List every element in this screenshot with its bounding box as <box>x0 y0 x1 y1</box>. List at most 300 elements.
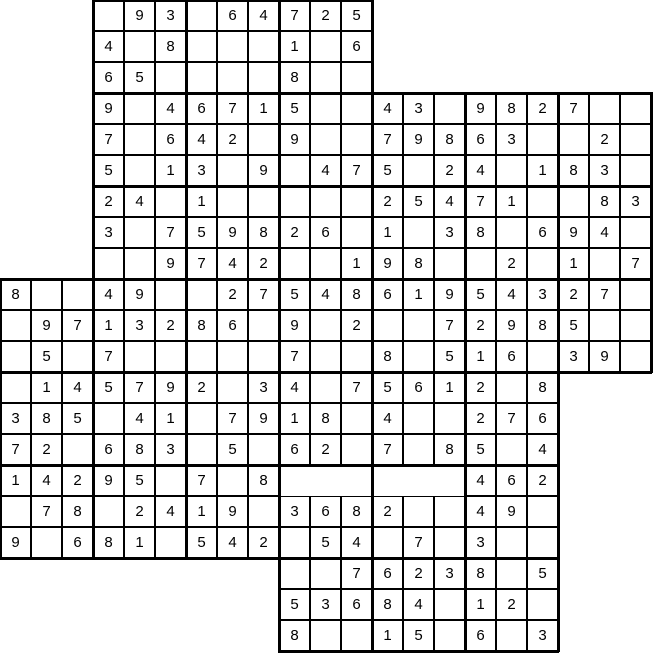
sudoku-cell-r3-c12[interactable]: 4 <box>372 93 403 124</box>
sudoku-cell-r9-c16[interactable]: 4 <box>496 279 527 310</box>
sudoku-cell-r12-c9[interactable]: 4 <box>279 372 310 403</box>
sudoku-cell-r11-c16[interactable]: 6 <box>496 341 527 372</box>
sudoku-cell-r17-c16[interactable] <box>496 527 527 558</box>
sudoku-cell-r5-c8[interactable]: 9 <box>248 155 279 186</box>
sudoku-cell-r12-c14[interactable]: 1 <box>434 372 465 403</box>
sudoku-cell-r8-c19[interactable] <box>589 248 620 279</box>
sudoku-cell-r10-c14[interactable]: 7 <box>434 310 465 341</box>
sudoku-cell-r9-c2[interactable] <box>62 279 93 310</box>
sudoku-cell-r16-c0[interactable] <box>0 496 31 527</box>
sudoku-cell-r3-c14[interactable] <box>434 93 465 124</box>
sudoku-cell-r17-c17[interactable] <box>527 527 558 558</box>
sudoku-cell-r2-c5[interactable] <box>155 62 186 93</box>
sudoku-cell-r13-c9[interactable]: 1 <box>279 403 310 434</box>
sudoku-cell-r0-c10[interactable]: 2 <box>310 0 341 31</box>
sudoku-cell-r3-c6[interactable]: 6 <box>186 93 217 124</box>
sudoku-cell-r5-c15[interactable]: 4 <box>465 155 496 186</box>
sudoku-cell-r13-c1[interactable]: 8 <box>31 403 62 434</box>
sudoku-cell-r4-c6[interactable]: 4 <box>186 124 217 155</box>
sudoku-cell-r8-c14[interactable] <box>434 248 465 279</box>
sudoku-cell-r16-c13[interactable] <box>403 496 434 527</box>
sudoku-cell-r1-c8[interactable] <box>248 31 279 62</box>
sudoku-cell-r4-c8[interactable] <box>248 124 279 155</box>
sudoku-cell-r4-c10[interactable] <box>310 124 341 155</box>
sudoku-cell-r5-c12[interactable]: 5 <box>372 155 403 186</box>
sudoku-cell-r6-c9[interactable] <box>279 186 310 217</box>
sudoku-cell-r1-c6[interactable] <box>186 31 217 62</box>
sudoku-cell-r8-c8[interactable]: 2 <box>248 248 279 279</box>
sudoku-cell-r10-c16[interactable]: 9 <box>496 310 527 341</box>
sudoku-cell-r1-c9[interactable]: 1 <box>279 31 310 62</box>
sudoku-cell-r8-c11[interactable]: 1 <box>341 248 372 279</box>
sudoku-cell-r17-c2[interactable]: 6 <box>62 527 93 558</box>
sudoku-cell-r5-c19[interactable]: 3 <box>589 155 620 186</box>
sudoku-cell-r15-c16[interactable]: 6 <box>496 465 527 496</box>
sudoku-cell-r6-c10[interactable] <box>310 186 341 217</box>
sudoku-cell-r3-c15[interactable]: 9 <box>465 93 496 124</box>
sudoku-cell-r10-c3[interactable]: 1 <box>93 310 124 341</box>
sudoku-cell-r12-c6[interactable]: 2 <box>186 372 217 403</box>
sudoku-cell-r6-c11[interactable] <box>341 186 372 217</box>
sudoku-cell-r4-c18[interactable] <box>558 124 589 155</box>
sudoku-cell-r15-c7[interactable] <box>217 465 248 496</box>
sudoku-cell-r3-c4[interactable] <box>124 93 155 124</box>
sudoku-cell-r10-c1[interactable]: 9 <box>31 310 62 341</box>
sudoku-cell-r4-c16[interactable]: 3 <box>496 124 527 155</box>
sudoku-cell-r3-c5[interactable]: 4 <box>155 93 186 124</box>
sudoku-cell-r11-c19[interactable]: 9 <box>589 341 620 372</box>
sudoku-cell-r9-c4[interactable]: 9 <box>124 279 155 310</box>
sudoku-cell-r16-c6[interactable]: 1 <box>186 496 217 527</box>
sudoku-cell-r9-c17[interactable]: 3 <box>527 279 558 310</box>
sudoku-cell-r14-c15[interactable]: 5 <box>465 434 496 465</box>
sudoku-cell-r11-c2[interactable] <box>62 341 93 372</box>
sudoku-cell-r3-c7[interactable]: 7 <box>217 93 248 124</box>
sudoku-cell-r11-c17[interactable] <box>527 341 558 372</box>
sudoku-cell-r10-c11[interactable]: 2 <box>341 310 372 341</box>
sudoku-cell-r20-c11[interactable] <box>341 620 372 651</box>
sudoku-cell-r19-c15[interactable]: 1 <box>465 589 496 620</box>
sudoku-cell-r5-c20[interactable] <box>620 155 651 186</box>
sudoku-cell-r9-c8[interactable]: 7 <box>248 279 279 310</box>
sudoku-cell-r11-c12[interactable]: 8 <box>372 341 403 372</box>
sudoku-cell-r17-c15[interactable]: 3 <box>465 527 496 558</box>
sudoku-cell-r10-c0[interactable] <box>0 310 31 341</box>
sudoku-cell-r1-c4[interactable] <box>124 31 155 62</box>
sudoku-cell-r15-c6[interactable]: 7 <box>186 465 217 496</box>
sudoku-cell-r1-c3[interactable]: 4 <box>93 31 124 62</box>
sudoku-cell-r16-c2[interactable]: 8 <box>62 496 93 527</box>
sudoku-cell-r12-c0[interactable] <box>0 372 31 403</box>
sudoku-cell-r14-c2[interactable] <box>62 434 93 465</box>
sudoku-cell-r13-c10[interactable]: 8 <box>310 403 341 434</box>
sudoku-cell-r9-c3[interactable]: 4 <box>93 279 124 310</box>
sudoku-cell-r4-c14[interactable]: 8 <box>434 124 465 155</box>
sudoku-cell-r8-c13[interactable]: 8 <box>403 248 434 279</box>
sudoku-cell-r17-c0[interactable]: 9 <box>0 527 31 558</box>
sudoku-cell-r4-c4[interactable] <box>124 124 155 155</box>
sudoku-cell-r11-c20[interactable] <box>620 341 651 372</box>
sudoku-cell-r0-c7[interactable]: 6 <box>217 0 248 31</box>
sudoku-cell-r9-c1[interactable] <box>31 279 62 310</box>
sudoku-cell-r14-c1[interactable]: 2 <box>31 434 62 465</box>
sudoku-cell-r12-c17[interactable]: 8 <box>527 372 558 403</box>
sudoku-cell-r0-c4[interactable]: 9 <box>124 0 155 31</box>
sudoku-cell-r19-c13[interactable]: 4 <box>403 589 434 620</box>
sudoku-cell-r11-c8[interactable] <box>248 341 279 372</box>
sudoku-cell-r10-c12[interactable] <box>372 310 403 341</box>
sudoku-cell-r9-c20[interactable] <box>620 279 651 310</box>
sudoku-cell-r16-c16[interactable]: 9 <box>496 496 527 527</box>
sudoku-cell-r5-c6[interactable]: 3 <box>186 155 217 186</box>
sudoku-cell-r18-c13[interactable]: 2 <box>403 558 434 589</box>
sudoku-cell-r8-c17[interactable] <box>527 248 558 279</box>
sudoku-cell-r13-c8[interactable]: 9 <box>248 403 279 434</box>
sudoku-cell-r4-c5[interactable]: 6 <box>155 124 186 155</box>
sudoku-cell-r2-c9[interactable]: 8 <box>279 62 310 93</box>
sudoku-cell-r18-c15[interactable]: 8 <box>465 558 496 589</box>
sudoku-cell-r11-c9[interactable]: 7 <box>279 341 310 372</box>
sudoku-cell-r3-c13[interactable]: 3 <box>403 93 434 124</box>
sudoku-cell-r17-c5[interactable] <box>155 527 186 558</box>
sudoku-cell-r7-c11[interactable] <box>341 217 372 248</box>
sudoku-cell-r3-c16[interactable]: 8 <box>496 93 527 124</box>
sudoku-cell-r14-c4[interactable]: 8 <box>124 434 155 465</box>
sudoku-cell-r8-c15[interactable] <box>465 248 496 279</box>
sudoku-cell-r14-c5[interactable]: 3 <box>155 434 186 465</box>
sudoku-cell-r17-c3[interactable]: 8 <box>93 527 124 558</box>
sudoku-cell-r17-c10[interactable]: 5 <box>310 527 341 558</box>
sudoku-cell-r6-c4[interactable]: 4 <box>124 186 155 217</box>
sudoku-cell-r3-c3[interactable]: 9 <box>93 93 124 124</box>
sudoku-cell-r5-c9[interactable] <box>279 155 310 186</box>
sudoku-cell-r20-c15[interactable]: 6 <box>465 620 496 651</box>
sudoku-cell-r10-c6[interactable]: 8 <box>186 310 217 341</box>
sudoku-cell-r5-c11[interactable]: 7 <box>341 155 372 186</box>
sudoku-cell-r5-c14[interactable]: 2 <box>434 155 465 186</box>
sudoku-cell-r17-c12[interactable] <box>372 527 403 558</box>
sudoku-cell-r12-c13[interactable]: 6 <box>403 372 434 403</box>
sudoku-cell-r15-c5[interactable] <box>155 465 186 496</box>
sudoku-cell-r17-c11[interactable]: 4 <box>341 527 372 558</box>
sudoku-cell-r12-c4[interactable]: 7 <box>124 372 155 403</box>
sudoku-cell-r1-c7[interactable] <box>217 31 248 62</box>
sudoku-cell-r10-c15[interactable]: 2 <box>465 310 496 341</box>
sudoku-cell-r0-c9[interactable]: 7 <box>279 0 310 31</box>
sudoku-cell-r20-c12[interactable]: 1 <box>372 620 403 651</box>
sudoku-cell-r8-c5[interactable]: 9 <box>155 248 186 279</box>
sudoku-cell-r16-c11[interactable]: 8 <box>341 496 372 527</box>
sudoku-cell-r20-c17[interactable]: 3 <box>527 620 558 651</box>
sudoku-cell-r6-c13[interactable]: 5 <box>403 186 434 217</box>
sudoku-cell-r1-c5[interactable]: 8 <box>155 31 186 62</box>
sudoku-cell-r16-c7[interactable]: 9 <box>217 496 248 527</box>
sudoku-cell-r3-c9[interactable]: 5 <box>279 93 310 124</box>
sudoku-cell-r9-c5[interactable] <box>155 279 186 310</box>
sudoku-cell-r11-c14[interactable]: 5 <box>434 341 465 372</box>
sudoku-cell-r14-c7[interactable]: 5 <box>217 434 248 465</box>
sudoku-cell-r20-c9[interactable]: 8 <box>279 620 310 651</box>
sudoku-cell-r13-c12[interactable]: 4 <box>372 403 403 434</box>
sudoku-cell-r10-c7[interactable]: 6 <box>217 310 248 341</box>
sudoku-cell-r9-c10[interactable]: 4 <box>310 279 341 310</box>
sudoku-cell-r12-c3[interactable]: 5 <box>93 372 124 403</box>
sudoku-cell-r16-c15[interactable]: 4 <box>465 496 496 527</box>
sudoku-cell-r16-c5[interactable]: 4 <box>155 496 186 527</box>
sudoku-cell-r13-c17[interactable]: 6 <box>527 403 558 434</box>
sudoku-cell-r7-c8[interactable]: 8 <box>248 217 279 248</box>
sudoku-cell-r6-c20[interactable]: 3 <box>620 186 651 217</box>
sudoku-cell-r2-c6[interactable] <box>186 62 217 93</box>
sudoku-cell-r9-c19[interactable]: 7 <box>589 279 620 310</box>
sudoku-cell-r8-c6[interactable]: 7 <box>186 248 217 279</box>
sudoku-cell-r18-c11[interactable]: 7 <box>341 558 372 589</box>
sudoku-cell-r1-c10[interactable] <box>310 31 341 62</box>
sudoku-cell-r13-c6[interactable] <box>186 403 217 434</box>
sudoku-cell-r12-c10[interactable] <box>310 372 341 403</box>
sudoku-cell-r13-c11[interactable] <box>341 403 372 434</box>
sudoku-cell-r6-c15[interactable]: 7 <box>465 186 496 217</box>
sudoku-cell-r13-c14[interactable] <box>434 403 465 434</box>
sudoku-cell-r17-c13[interactable]: 7 <box>403 527 434 558</box>
sudoku-cell-r18-c17[interactable]: 5 <box>527 558 558 589</box>
sudoku-cell-r3-c11[interactable] <box>341 93 372 124</box>
sudoku-cell-r10-c8[interactable] <box>248 310 279 341</box>
sudoku-cell-r9-c15[interactable]: 5 <box>465 279 496 310</box>
sudoku-cell-r16-c14[interactable] <box>434 496 465 527</box>
sudoku-cell-r15-c3[interactable]: 9 <box>93 465 124 496</box>
sudoku-cell-r4-c20[interactable] <box>620 124 651 155</box>
sudoku-cell-r18-c10[interactable] <box>310 558 341 589</box>
sudoku-cell-r6-c14[interactable]: 4 <box>434 186 465 217</box>
sudoku-cell-r17-c14[interactable] <box>434 527 465 558</box>
sudoku-cell-r11-c1[interactable]: 5 <box>31 341 62 372</box>
sudoku-cell-r16-c12[interactable]: 2 <box>372 496 403 527</box>
sudoku-cell-r13-c2[interactable]: 5 <box>62 403 93 434</box>
sudoku-cell-r3-c17[interactable]: 2 <box>527 93 558 124</box>
sudoku-cell-r16-c4[interactable]: 2 <box>124 496 155 527</box>
sudoku-cell-r17-c8[interactable]: 2 <box>248 527 279 558</box>
sudoku-cell-r18-c9[interactable] <box>279 558 310 589</box>
sudoku-cell-r0-c6[interactable] <box>186 0 217 31</box>
sudoku-cell-r4-c9[interactable]: 9 <box>279 124 310 155</box>
sudoku-cell-r5-c3[interactable]: 5 <box>93 155 124 186</box>
sudoku-cell-r11-c15[interactable]: 1 <box>465 341 496 372</box>
sudoku-cell-r16-c1[interactable]: 7 <box>31 496 62 527</box>
sudoku-cell-r6-c18[interactable] <box>558 186 589 217</box>
sudoku-cell-r14-c0[interactable]: 7 <box>0 434 31 465</box>
sudoku-cell-r11-c18[interactable]: 3 <box>558 341 589 372</box>
sudoku-cell-r12-c7[interactable] <box>217 372 248 403</box>
sudoku-cell-r5-c10[interactable]: 4 <box>310 155 341 186</box>
sudoku-cell-r6-c6[interactable]: 1 <box>186 186 217 217</box>
sudoku-cell-r20-c10[interactable] <box>310 620 341 651</box>
sudoku-cell-r19-c9[interactable]: 5 <box>279 589 310 620</box>
sudoku-cell-r14-c16[interactable] <box>496 434 527 465</box>
sudoku-cell-r15-c15[interactable]: 4 <box>465 465 496 496</box>
sudoku-cell-r2-c11[interactable] <box>341 62 372 93</box>
sudoku-cell-r17-c7[interactable]: 4 <box>217 527 248 558</box>
sudoku-cell-r11-c0[interactable] <box>0 341 31 372</box>
sudoku-cell-r6-c16[interactable]: 1 <box>496 186 527 217</box>
sudoku-cell-r6-c5[interactable] <box>155 186 186 217</box>
sudoku-cell-r5-c7[interactable] <box>217 155 248 186</box>
sudoku-cell-r20-c14[interactable] <box>434 620 465 651</box>
sudoku-cell-r17-c9[interactable] <box>279 527 310 558</box>
sudoku-cell-r0-c8[interactable]: 4 <box>248 0 279 31</box>
sudoku-cell-r16-c3[interactable] <box>93 496 124 527</box>
sudoku-cell-r7-c14[interactable]: 3 <box>434 217 465 248</box>
sudoku-cell-r8-c12[interactable]: 9 <box>372 248 403 279</box>
sudoku-cell-r12-c15[interactable]: 2 <box>465 372 496 403</box>
sudoku-cell-r18-c14[interactable]: 3 <box>434 558 465 589</box>
sudoku-cell-r15-c1[interactable]: 4 <box>31 465 62 496</box>
sudoku-cell-r2-c8[interactable] <box>248 62 279 93</box>
sudoku-cell-r11-c4[interactable] <box>124 341 155 372</box>
sudoku-cell-r10-c18[interactable]: 5 <box>558 310 589 341</box>
sudoku-cell-r9-c0[interactable]: 8 <box>0 279 31 310</box>
sudoku-cell-r15-c8[interactable]: 8 <box>248 465 279 496</box>
sudoku-cell-r15-c17[interactable]: 2 <box>527 465 558 496</box>
sudoku-cell-r11-c6[interactable] <box>186 341 217 372</box>
sudoku-cell-r6-c7[interactable] <box>217 186 248 217</box>
sudoku-cell-r6-c3[interactable]: 2 <box>93 186 124 217</box>
sudoku-cell-r3-c18[interactable]: 7 <box>558 93 589 124</box>
sudoku-cell-r5-c16[interactable] <box>496 155 527 186</box>
sudoku-cell-r12-c12[interactable]: 5 <box>372 372 403 403</box>
sudoku-cell-r0-c11[interactable]: 5 <box>341 0 372 31</box>
sudoku-cell-r7-c12[interactable]: 1 <box>372 217 403 248</box>
sudoku-cell-r3-c20[interactable] <box>620 93 651 124</box>
sudoku-cell-r10-c4[interactable]: 3 <box>124 310 155 341</box>
sudoku-cell-r16-c17[interactable] <box>527 496 558 527</box>
sudoku-cell-r4-c11[interactable] <box>341 124 372 155</box>
sudoku-cell-r14-c10[interactable]: 2 <box>310 434 341 465</box>
sudoku-cell-r7-c9[interactable]: 2 <box>279 217 310 248</box>
sudoku-cell-r14-c8[interactable] <box>248 434 279 465</box>
sudoku-cell-r6-c17[interactable] <box>527 186 558 217</box>
sudoku-cell-r7-c20[interactable] <box>620 217 651 248</box>
sudoku-cell-r7-c17[interactable]: 6 <box>527 217 558 248</box>
sudoku-cell-r7-c6[interactable]: 5 <box>186 217 217 248</box>
sudoku-cell-r20-c13[interactable]: 5 <box>403 620 434 651</box>
sudoku-cell-r11-c13[interactable] <box>403 341 434 372</box>
sudoku-cell-r15-c0[interactable]: 1 <box>0 465 31 496</box>
sudoku-cell-r10-c17[interactable]: 8 <box>527 310 558 341</box>
sudoku-cell-r9-c13[interactable]: 1 <box>403 279 434 310</box>
sudoku-cell-r9-c6[interactable] <box>186 279 217 310</box>
sudoku-cell-r5-c4[interactable] <box>124 155 155 186</box>
sudoku-cell-r14-c12[interactable]: 7 <box>372 434 403 465</box>
sudoku-cell-r15-c2[interactable]: 2 <box>62 465 93 496</box>
sudoku-cell-r8-c18[interactable]: 1 <box>558 248 589 279</box>
sudoku-cell-r7-c15[interactable]: 8 <box>465 217 496 248</box>
sudoku-cell-r4-c12[interactable]: 7 <box>372 124 403 155</box>
sudoku-cell-r3-c10[interactable] <box>310 93 341 124</box>
sudoku-cell-r17-c6[interactable]: 5 <box>186 527 217 558</box>
sudoku-cell-r8-c3[interactable] <box>93 248 124 279</box>
sudoku-cell-r13-c4[interactable]: 4 <box>124 403 155 434</box>
sudoku-cell-r10-c2[interactable]: 7 <box>62 310 93 341</box>
sudoku-cell-r12-c1[interactable]: 1 <box>31 372 62 403</box>
sudoku-cell-r13-c13[interactable] <box>403 403 434 434</box>
sudoku-cell-r17-c1[interactable] <box>31 527 62 558</box>
sudoku-cell-r13-c15[interactable]: 2 <box>465 403 496 434</box>
sudoku-cell-r19-c17[interactable] <box>527 589 558 620</box>
sudoku-cell-r5-c5[interactable]: 1 <box>155 155 186 186</box>
sudoku-cell-r18-c12[interactable]: 6 <box>372 558 403 589</box>
sudoku-cell-r4-c17[interactable] <box>527 124 558 155</box>
sudoku-cell-r8-c9[interactable] <box>279 248 310 279</box>
sudoku-cell-r10-c19[interactable] <box>589 310 620 341</box>
sudoku-cell-r7-c4[interactable] <box>124 217 155 248</box>
sudoku-cell-r6-c12[interactable]: 2 <box>372 186 403 217</box>
sudoku-cell-r4-c7[interactable]: 2 <box>217 124 248 155</box>
sudoku-cell-r12-c16[interactable] <box>496 372 527 403</box>
sudoku-cell-r14-c17[interactable]: 4 <box>527 434 558 465</box>
sudoku-cell-r12-c11[interactable]: 7 <box>341 372 372 403</box>
sudoku-cell-r4-c13[interactable]: 9 <box>403 124 434 155</box>
sudoku-cell-r2-c7[interactable] <box>217 62 248 93</box>
sudoku-cell-r18-c16[interactable] <box>496 558 527 589</box>
sudoku-cell-r9-c12[interactable]: 6 <box>372 279 403 310</box>
sudoku-cell-r9-c9[interactable]: 5 <box>279 279 310 310</box>
sudoku-cell-r12-c2[interactable]: 4 <box>62 372 93 403</box>
sudoku-cell-r10-c9[interactable]: 9 <box>279 310 310 341</box>
sudoku-cell-r7-c13[interactable] <box>403 217 434 248</box>
sudoku-cell-r6-c8[interactable] <box>248 186 279 217</box>
sudoku-cell-r3-c8[interactable]: 1 <box>248 93 279 124</box>
sudoku-cell-r19-c12[interactable]: 8 <box>372 589 403 620</box>
sudoku-cell-r11-c3[interactable]: 7 <box>93 341 124 372</box>
sudoku-cell-r1-c11[interactable]: 6 <box>341 31 372 62</box>
sudoku-cell-r0-c3[interactable] <box>93 0 124 31</box>
sudoku-cell-r14-c11[interactable] <box>341 434 372 465</box>
sudoku-cell-r6-c19[interactable]: 8 <box>589 186 620 217</box>
sudoku-cell-r19-c14[interactable] <box>434 589 465 620</box>
sudoku-cell-r12-c8[interactable]: 3 <box>248 372 279 403</box>
sudoku-cell-r8-c7[interactable]: 4 <box>217 248 248 279</box>
sudoku-cell-r11-c10[interactable] <box>310 341 341 372</box>
sudoku-cell-r7-c19[interactable]: 4 <box>589 217 620 248</box>
sudoku-cell-r5-c18[interactable]: 8 <box>558 155 589 186</box>
sudoku-cell-r0-c5[interactable]: 3 <box>155 0 186 31</box>
sudoku-cell-r12-c5[interactable]: 9 <box>155 372 186 403</box>
sudoku-cell-r8-c20[interactable]: 7 <box>620 248 651 279</box>
sudoku-cell-r9-c18[interactable]: 2 <box>558 279 589 310</box>
sudoku-cell-r10-c10[interactable] <box>310 310 341 341</box>
sudoku-cell-r10-c20[interactable] <box>620 310 651 341</box>
sudoku-cell-r17-c4[interactable]: 1 <box>124 527 155 558</box>
sudoku-cell-r16-c10[interactable]: 6 <box>310 496 341 527</box>
sudoku-cell-r14-c13[interactable] <box>403 434 434 465</box>
sudoku-cell-r13-c16[interactable]: 7 <box>496 403 527 434</box>
sudoku-cell-r14-c3[interactable]: 6 <box>93 434 124 465</box>
sudoku-cell-r7-c3[interactable]: 3 <box>93 217 124 248</box>
sudoku-cell-r13-c5[interactable]: 1 <box>155 403 186 434</box>
sudoku-cell-r13-c7[interactable]: 7 <box>217 403 248 434</box>
sudoku-cell-r4-c19[interactable]: 2 <box>589 124 620 155</box>
sudoku-cell-r9-c7[interactable]: 2 <box>217 279 248 310</box>
sudoku-cell-r10-c13[interactable] <box>403 310 434 341</box>
sudoku-cell-r7-c7[interactable]: 9 <box>217 217 248 248</box>
sudoku-cell-r7-c18[interactable]: 9 <box>558 217 589 248</box>
sudoku-cell-r10-c5[interactable]: 2 <box>155 310 186 341</box>
sudoku-cell-r11-c5[interactable] <box>155 341 186 372</box>
sudoku-cell-r3-c19[interactable] <box>589 93 620 124</box>
sudoku-cell-r7-c10[interactable]: 6 <box>310 217 341 248</box>
sudoku-cell-r19-c16[interactable]: 2 <box>496 589 527 620</box>
